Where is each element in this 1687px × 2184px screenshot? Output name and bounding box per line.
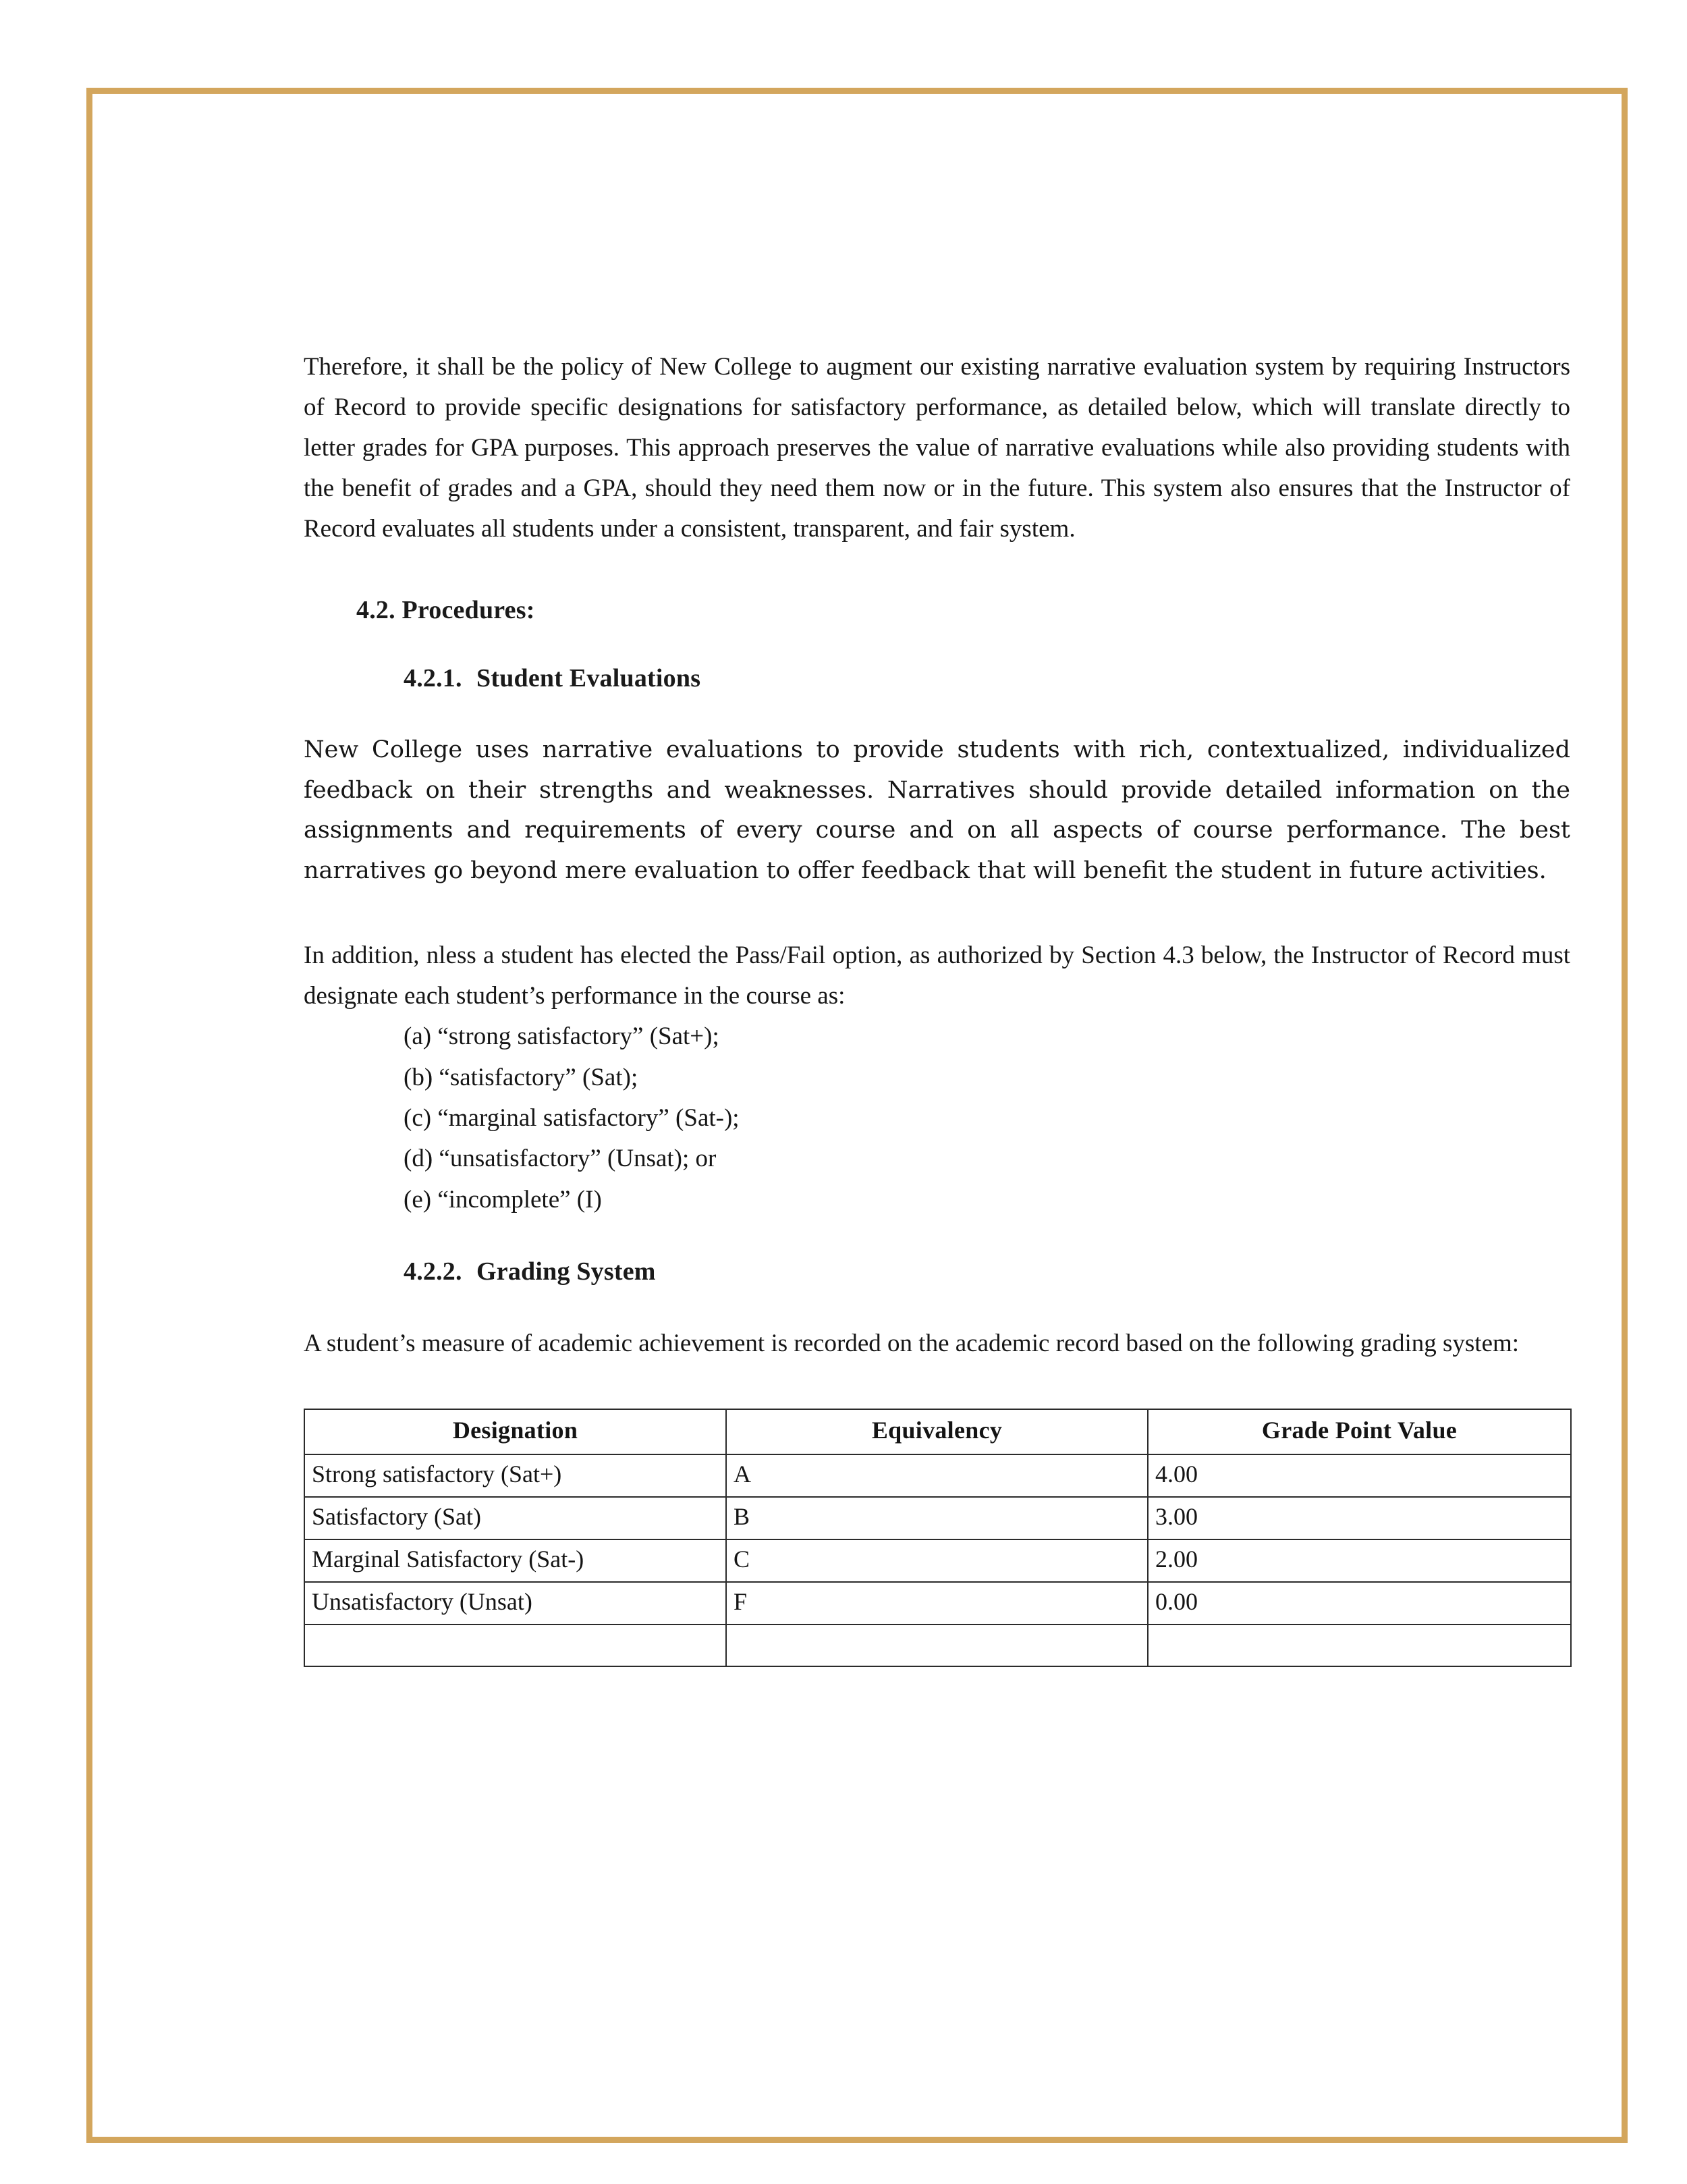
heading-label: Grading System [476,1257,656,1286]
spacer [304,1288,1570,1323]
column-header-equivalency: Equivalency [726,1409,1148,1454]
spacer [304,627,1570,662]
list-item: (b) “satisfactory” (Sat); [404,1063,638,1091]
column-header-designation: Designation [304,1409,726,1454]
cell-grade-point-value: 3.00 [1148,1497,1571,1539]
paragraph-grading-intro: A student’s measure of academic achievement is recorded on the academic record based on the following grading system: [304,1330,1520,1358]
designation-list [304,1016,1570,1220]
list-item: (d) “unsatisfactory” (Unsat); or [404,1145,717,1173]
paragraph-policy-statement: Therefore, it shall be the policy of New College to augment our existing narrative evaluation system by requiring Instructors of Record to provide specific designations for satisfactory performance, as detailed below, which will translate directly to letter grades for GPA purposes. This approach preserves the value of narrative evaluations while also providing students with the benefit of grades and a GPA, should they need them now or in the future. This system also ensures that the Instructor of Record evaluates all students under a consistent, transparent, and fair system. [304,353,1570,543]
cell-equivalency: B [726,1497,1148,1539]
cell-grade-point-value [1148,1625,1571,1666]
spacer [304,549,1570,594]
table-row [304,1582,1571,1625]
cell-grade-point-value: 0.00 [1148,1582,1571,1625]
page-border-frame [86,88,1628,2143]
spacer [304,1220,1570,1255]
list-item: (e) “incomplete” (I) [404,1185,602,1213]
column-header-grade-point-value: Grade Point Value [1148,1409,1571,1454]
cell-grade-point-value: 4.00 [1148,1454,1571,1497]
table-row [304,1454,1571,1497]
cell-equivalency: C [726,1539,1148,1582]
heading-label: Student Evaluations [476,664,701,693]
cell-grade-point-value: 2.00 [1148,1539,1571,1582]
spacer [304,1364,1570,1409]
grading-system-table [304,1409,1572,1667]
paragraph-narrative-evaluations: New College uses narrative evaluations to provide students with rich, contextualized, individualized feedback on their strengths and weaknesses. Narratives should provide detailed information on the assignments and requirements of every course and on all aspects of course performance. The best narratives go beyond mere evaluation to offer feedback that will benefit the student in future activities. [304,736,1570,884]
heading-grading-system [304,1255,1570,1288]
document-body [304,347,1570,1667]
table-row [304,1497,1571,1539]
paragraph-in-addition: In addition, nless a student has elected the Pass/Fail option, as authorized by Section 4.3 below, the Instructor of Record must designate each student’s performance in the course as: [304,941,1570,1010]
table-header-row [304,1409,1571,1454]
spacer [304,891,1570,935]
cell-designation: Unsatisfactory (Unsat) [304,1582,726,1625]
heading-student-evaluations [304,662,1570,695]
heading-number: 4.2.1. [404,664,462,693]
cell-equivalency: A [726,1454,1148,1497]
cell-equivalency: F [726,1582,1148,1625]
cell-equivalency [726,1625,1148,1666]
heading-procedures: 4.2. Procedures: [356,595,535,624]
cell-designation: Strong satisfactory (Sat+) [304,1454,726,1497]
table-row-empty [304,1625,1571,1666]
cell-designation: Satisfactory (Sat) [304,1497,726,1539]
cell-designation: Marginal Satisfactory (Sat-) [304,1539,726,1582]
list-item: (c) “marginal satisfactory” (Sat-); [404,1103,740,1132]
list-item: (a) “strong satisfactory” (Sat+); [404,1022,719,1051]
table-row [304,1539,1571,1582]
cell-designation [304,1625,726,1666]
spacer [304,695,1570,730]
heading-number: 4.2.2. [404,1257,462,1286]
